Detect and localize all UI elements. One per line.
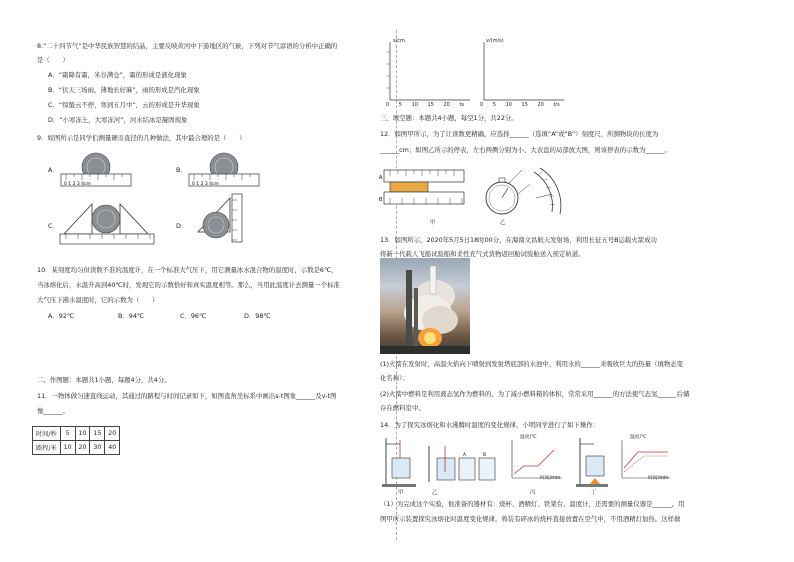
tick-label: 0	[386, 102, 390, 108]
q10-line3: 大气压下沸水温度时，它的示数为（ ）	[37, 296, 159, 304]
q13-sub1-line1: (1)火箭在发射时，高温火焰向下喷射到发射塔底部的水池中，利用水的______来吸收巨大的热量（填物态变	[380, 360, 684, 368]
q14-label-ding: 丁	[591, 490, 597, 496]
q14-apparatus-jia	[382, 434, 422, 490]
q14-line2: 图甲所示装置探究冰熔化时温度变化规律，将装有碎冰的烧杯直接放置在空气中，不用酒精灯加热。这样做	[380, 515, 681, 523]
tick-label: 10	[411, 102, 418, 108]
table-cell: 40	[105, 441, 120, 455]
q12-label-yi: 乙	[500, 220, 506, 226]
q11-data-table	[32, 426, 120, 455]
q12-line2: ______cm；如图乙所示的停表，左右两侧分别为小、大表盘的局部放大图，则该停表的示数为______。	[380, 146, 671, 154]
table-cell: 30	[90, 441, 105, 455]
table-cell: 20	[105, 427, 120, 441]
graph-bing-xlabel: 时间/min	[540, 476, 561, 481]
section-2-heading: 二、作图题：本题共1小题，每题4分，共4分。	[37, 376, 171, 384]
svg-text:0 1 2 3 4cm: 0 1 2 3 4cm	[192, 182, 219, 187]
q14-label-jia: 甲	[398, 490, 404, 496]
tick-label: t/s	[553, 102, 560, 108]
q9-figure-d	[188, 192, 258, 246]
q8-option-b: B．“伏天三场雨，薄地长好麻”，雨的形成是汽化现象	[48, 86, 200, 94]
svg-text:A: A	[379, 175, 383, 181]
q10-line2: 当冰熔化后，水温升高到40℃时，发现它的示数恰好和真实温度相等。那么，当用此温度计去测量一个标准	[37, 281, 340, 289]
table-row	[33, 441, 120, 455]
q10-option-c: C．96℃	[180, 312, 207, 320]
q9-label-a: A．	[48, 166, 59, 174]
q10-option-b: B．94℃	[118, 312, 145, 320]
table-cell: 10	[60, 441, 75, 455]
tick-label: 5	[492, 102, 496, 108]
st-graph-ylabel: s/cm	[393, 38, 405, 44]
section-3-heading: 三、填空题：本题共4小题，每空1分，共22分。	[380, 114, 518, 122]
q10-line1: 10．某刻度均匀但读数不准的温度计，在一个标准大气压下，用它测量冰水混合物的温度时，示数是6℃，	[37, 266, 338, 274]
svg-text:A: A	[463, 453, 467, 458]
q9-label-b: B．	[176, 166, 187, 174]
q13-sub2-line1: (2)火箭中燃料是利用液态氢作为燃料的，为了减小燃料箱的体积，常常采用______的方法使气态氢______后储	[380, 390, 690, 398]
table-cell: 20	[75, 441, 90, 455]
q11-line2: 像______。	[37, 407, 69, 415]
tick-label: ts	[459, 102, 465, 108]
q14-stem: 14．为了探究冰熔化和水沸腾时温度的变化规律，小明同学进行了如下操作：	[380, 421, 600, 429]
vt-graph-ticks	[480, 102, 560, 108]
q11-line1: 11．一物体做匀速直线运动，其通过的路程与时间记录如下，如图直角坐标系中画出s-t图象______及v-t图	[37, 392, 337, 400]
q12-label-jia: 甲	[430, 220, 436, 226]
tick-label: 15	[427, 102, 434, 108]
graph-wu-xlabel: 时间/min	[648, 476, 669, 481]
q8-stem-line1: 8.“二十四节气”是中华民族智慧的结晶，主要反映黄河中下游地区的气候，下列对节气谚语的分析中正确的	[37, 42, 338, 50]
q8-stem-line2: 是（ ）	[37, 56, 69, 64]
table-row	[33, 427, 120, 441]
q12-line1: 12．如图甲所示，为了让读数更精确，应选择______（选填“A”或“B”）刻度尺，所测物块的长度为	[380, 130, 659, 138]
tick-label: 0	[480, 102, 484, 108]
graph-wu-ylabel: 温度/℃	[630, 435, 647, 440]
q9-label-d: D．	[176, 222, 188, 230]
q9-stem: 9．如图所示是同学们测量硬币直径的几种做法，其中最合理的是（ ）	[37, 134, 246, 142]
tick-label: 20	[537, 102, 544, 108]
q14-label-bing: 丙	[530, 490, 536, 496]
table-cell: 15	[90, 427, 105, 441]
svg-text:B: B	[379, 197, 383, 203]
table-cell: 路程/米	[33, 441, 61, 455]
q9-figure-a	[60, 150, 132, 188]
vt-graph	[478, 40, 568, 106]
q13-line1: 13．如图所示，2020年5月5日18时00分，在海南文昌航天发射场，利用长征五号B运载火箭成功	[380, 236, 657, 244]
table-cell: 时间/秒	[33, 427, 61, 441]
q13-sub2-line2: 存在燃料室中。	[380, 404, 425, 412]
graph-bing-ylabel: 温度/℃	[520, 435, 537, 440]
svg-text:0 1 2 3 4cm: 0 1 2 3 4cm	[64, 182, 91, 187]
q14-line1: （1）为完成这个实验，他准备的器材有：烧杯、酒精灯、铁架台、温度计，还需要的测量仪器是______。用	[380, 500, 685, 508]
q9-figure-c	[60, 196, 156, 246]
q14-label-yi: 乙	[432, 490, 438, 496]
q10-option-d: D．98℃	[244, 312, 271, 320]
q8-option-a: A．“霜降有霜，米谷满仓”，霜的形成是液化现象	[48, 71, 187, 79]
q9-label-c: C．	[48, 222, 59, 230]
q8-option-c: C．“惊蛰云不停，寒到五月中”，云的形成是升华现象	[48, 101, 200, 109]
table-cell: 10	[75, 427, 90, 441]
q10-option-a: A．92℃	[48, 312, 75, 320]
table-cell: 5	[60, 427, 75, 441]
st-graph	[384, 40, 474, 106]
q14-apparatus-yi	[425, 442, 501, 488]
svg-text:B: B	[483, 453, 487, 458]
q12-rulers-figure	[379, 166, 468, 218]
q14-apparatus-ding	[576, 434, 612, 490]
q13-line2: 将新一代载人飞船试验船和柔性充气式货物返回舱试验舱送入预定轨道。	[380, 250, 585, 258]
tick-label: 20	[443, 102, 450, 108]
tick-label: 5	[398, 102, 402, 108]
stopwatch-figure	[478, 164, 570, 222]
vt-graph-ylabel: v/(m/s)	[486, 38, 504, 44]
rocket-launch-photo	[380, 258, 470, 354]
st-graph-ticks	[386, 102, 464, 108]
tick-label: 10	[505, 102, 512, 108]
q9-figure-b	[188, 150, 260, 188]
rocket-icon	[380, 258, 470, 354]
q13-sub1-line2: 化名称）；	[380, 374, 409, 382]
tick-label: 15	[521, 102, 528, 108]
q8-option-d: D．“小寒冻土，大寒冻河”，河水结冰是凝固现象	[48, 116, 188, 124]
